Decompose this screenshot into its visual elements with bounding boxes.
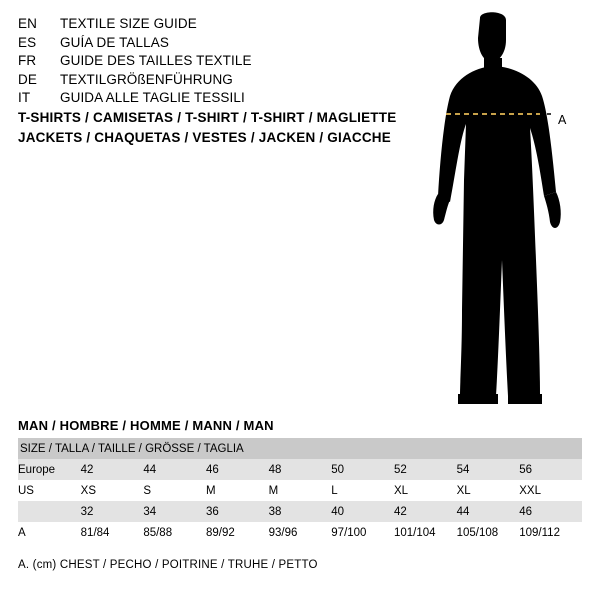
cell-value: 101/104 bbox=[394, 522, 457, 543]
language-row bbox=[18, 90, 368, 109]
cell-value: 89/92 bbox=[206, 522, 269, 543]
size-table bbox=[18, 438, 582, 543]
table-row bbox=[18, 501, 582, 522]
cell-value: 50 bbox=[331, 459, 394, 480]
row-label: US bbox=[18, 480, 81, 501]
language-title: TEXTILE SIZE GUIDE bbox=[60, 16, 197, 31]
cell-value: 40 bbox=[331, 501, 394, 522]
row-label: A bbox=[18, 522, 81, 543]
cell-value: 36 bbox=[206, 501, 269, 522]
cell-value: 42 bbox=[394, 501, 457, 522]
cell-value: 85/88 bbox=[143, 522, 206, 543]
cell-value: XXL bbox=[519, 480, 582, 501]
cell-value: M bbox=[269, 480, 332, 501]
category-jackets: JACKETS / CHAQUETAS / VESTES / JACKEN / GIACCHE bbox=[18, 130, 391, 145]
garment-categories bbox=[18, 110, 438, 150]
size-table-section bbox=[18, 418, 582, 571]
cell-value: 97/100 bbox=[331, 522, 394, 543]
language-code: EN bbox=[18, 16, 37, 31]
male-silhouette-icon bbox=[410, 10, 595, 410]
cell-value: 105/108 bbox=[457, 522, 520, 543]
language-code: DE bbox=[18, 71, 37, 87]
category-tshirts: T-SHIRTS / CAMISETAS / T-SHIRT / T-SHIRT / MAGLIETTE bbox=[18, 110, 397, 125]
measure-label-a: A bbox=[558, 113, 567, 127]
cell-value: XL bbox=[394, 480, 457, 501]
cell-value: 52 bbox=[394, 459, 457, 480]
language-row bbox=[18, 35, 368, 54]
cell-value: 93/96 bbox=[269, 522, 332, 543]
cell-value: 46 bbox=[206, 459, 269, 480]
body-figure bbox=[410, 10, 595, 410]
language-code: IT bbox=[18, 90, 31, 105]
row-label bbox=[18, 501, 81, 522]
row-label: Europe bbox=[18, 459, 81, 480]
table-row bbox=[18, 480, 582, 501]
table-row bbox=[18, 522, 582, 543]
language-row bbox=[18, 53, 368, 72]
cell-value: 56 bbox=[519, 459, 582, 480]
cell-value: XL bbox=[457, 480, 520, 501]
cell-value: 38 bbox=[269, 501, 332, 522]
cell-value: 81/84 bbox=[81, 522, 144, 543]
cell-value: 42 bbox=[81, 459, 144, 480]
cell-value: 44 bbox=[143, 459, 206, 480]
table-row bbox=[18, 459, 582, 480]
table-header-label: SIZE / TALLA / TAILLE / GRÖSSE / TAGLIA bbox=[18, 438, 582, 459]
cell-value: XS bbox=[81, 480, 144, 501]
table-group-title: MAN / HOMBRE / HOMME / MANN / MAN bbox=[18, 418, 274, 433]
language-code: FR bbox=[18, 53, 37, 68]
language-code: ES bbox=[18, 34, 37, 50]
cell-value: 54 bbox=[457, 459, 520, 480]
cell-value: 109/112 bbox=[519, 522, 582, 543]
language-title: GUIDA ALLE TAGLIE TESSILI bbox=[60, 90, 245, 105]
language-row bbox=[18, 72, 368, 91]
language-title: TEXTILGRÖßENFÜHRUNG bbox=[60, 71, 233, 87]
language-title: GUIDE DES TAILLES TEXTILE bbox=[60, 53, 252, 68]
cell-value: 46 bbox=[519, 501, 582, 522]
measure-footnote: A. (cm) CHEST / PECHO / POITRINE / TRUHE / PETTO bbox=[18, 559, 318, 571]
cell-value: 34 bbox=[143, 501, 206, 522]
cell-value: M bbox=[206, 480, 269, 501]
language-row bbox=[18, 16, 368, 35]
cell-value: L bbox=[331, 480, 394, 501]
cell-value: S bbox=[143, 480, 206, 501]
language-title: GUÍA DE TALLAS bbox=[60, 34, 169, 50]
language-list bbox=[18, 16, 368, 109]
table-header-row bbox=[18, 438, 582, 459]
cell-value: 32 bbox=[81, 501, 144, 522]
cell-value: 44 bbox=[457, 501, 520, 522]
cell-value: 48 bbox=[269, 459, 332, 480]
